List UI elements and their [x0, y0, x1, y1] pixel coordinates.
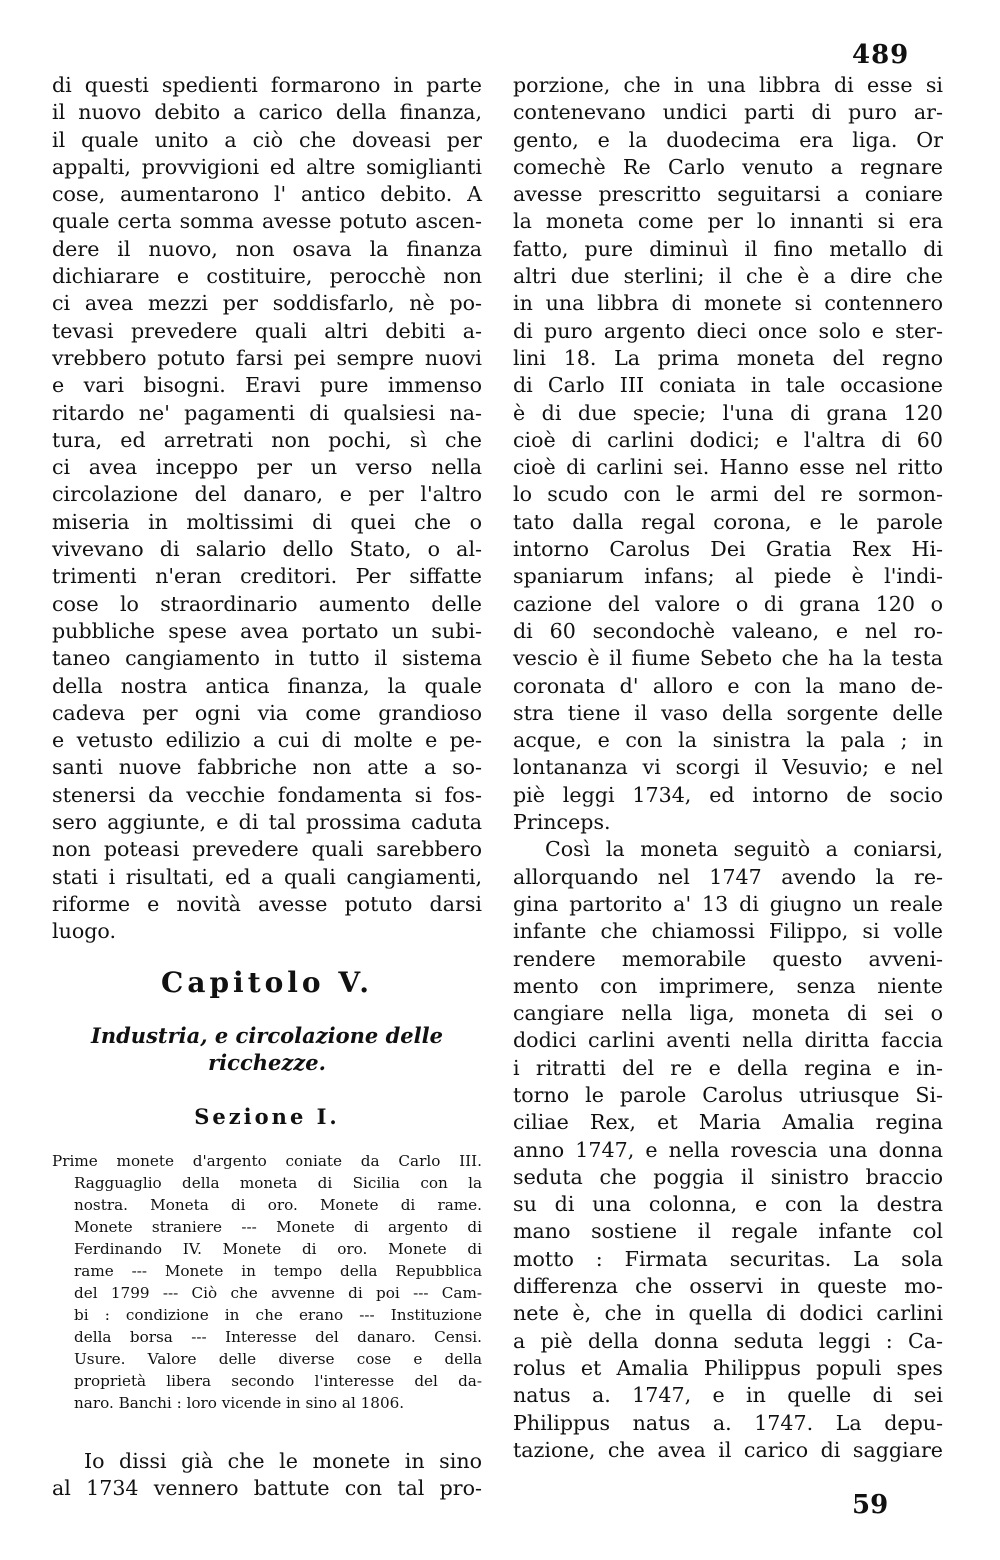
text-line: ci avea inceppo per un verso nella [52, 455, 482, 480]
text-line: motto : Firmata securitas. La sola [513, 1246, 943, 1271]
section-summary [52, 1150, 482, 1414]
section-title: Sezione I. [194, 1103, 340, 1129]
text-line: il nuovo debito a carico della finanza, [52, 100, 482, 125]
left-paragraph-top [52, 72, 482, 946]
summary-line: del 1799 --- Ciò che avvenne di poi --- Cam- [74, 1283, 482, 1302]
text-line: ciliae Rex, et Maria Amalia regina [513, 1110, 943, 1135]
text-line: ci avea mezzi per soddisfarlo, nè po- [52, 291, 482, 316]
text-line: avesse prescritto seguitarsi a coniare [513, 182, 943, 207]
text-line: di questi spedienti formarono in parte [52, 73, 482, 97]
left-column [52, 72, 482, 1502]
text-line: cazione del valore o di grana 120 o [513, 591, 943, 616]
text-line: a piè della donna seduta leggi : Ca- [513, 1328, 943, 1353]
text-line: stati i risultati, ed a quali cangiamenti, [52, 864, 482, 889]
text-line: i ritratti del re e della regina e in- [513, 1055, 943, 1080]
text-line: e vetusto edilizio a cui di molte e pe- [52, 728, 482, 753]
text-line: differenza che osservi in queste mo- [513, 1274, 943, 1299]
text-line: cose lo straordinario aumento delle [52, 591, 482, 616]
text-line: cioè di carlini dodici; e l'altra di 60 [513, 427, 943, 452]
text-line: è di due specie; l'una di grana 120 [513, 400, 943, 425]
text-line: porzione, che in una libbra di esse si [513, 73, 943, 97]
text-line: seduta che poggia il sinistro braccio [513, 1164, 943, 1189]
text-line: di 60 secondochè valeano, e nel ro- [513, 618, 943, 643]
text-line: ritardo ne' pagamenti di qualsiesi na- [52, 400, 482, 425]
text-line: non poteasi prevedere quali sarebbero [52, 837, 482, 862]
text-line: acque, e con la sinistra la pala ; in [513, 728, 943, 753]
text-line: cose, aumentarono l' antico debito. A [52, 182, 482, 207]
text-line: santi nuove fabbriche non atte a so- [52, 755, 482, 780]
text-line: altri due sterlini; il che è a dire che [513, 264, 943, 289]
page-number: 489 [852, 40, 910, 70]
summary-line: proprietà libera secondo l'interesse del da- [74, 1371, 482, 1390]
text-line: torno le parole Carolus utriusque Si- [513, 1082, 943, 1107]
text-line: coronata d' alloro e con la mano de- [513, 673, 943, 698]
text-line: cioè di carlini sei. Hanno esse nel ritto [513, 455, 943, 480]
text-line: quale certa somma avesse potuto ascen- [52, 209, 482, 234]
text-line: rolus et Amalia Philippus populi spes [513, 1355, 943, 1380]
chapter-title: Capitolo V. [161, 965, 373, 999]
text-line: rendere memorabile questo avveni- [513, 946, 943, 971]
summary-line: Ragguaglio della moneta di Sicilia con la [74, 1173, 482, 1192]
text-line: pubbliche spese avea portato un subi- [52, 618, 482, 643]
text-line: dichiarare e costituire, perocchè non [52, 264, 482, 289]
chapter-subtitle-line-1: Industria, e circolazione delle [91, 1022, 443, 1048]
text-line: tevasi prevedere quali altri debiti a- [52, 318, 482, 343]
text-line: e vari bisogni. Eravi pure immenso [52, 373, 482, 398]
text-line: piè leggi 1734, ed intorno de socio [513, 782, 943, 807]
summary-line: della borsa --- Interesse del danaro. Censi. [74, 1327, 482, 1346]
text-line: sero aggiunte, e di tal prossima caduta [52, 810, 482, 835]
text-line: taneo cangiamento in tutto il sistema [52, 646, 482, 671]
summary-line: Ferdinando IV. Monete di oro. Monete di [74, 1239, 482, 1258]
summary-line: naro. Banchi : loro vicende in sino al 1806. [74, 1393, 405, 1412]
text-line: miseria in moltissimi di quei che o [52, 509, 482, 534]
text-line: in una libbra di monete si contennero [513, 291, 943, 316]
text-line: gento, e la duodecima era liga. Or [513, 127, 943, 152]
text-line: dodici carlini aventi nella diritta faccia [513, 1028, 943, 1053]
text-line: il quale unito a ciò che doveasi per [52, 127, 482, 152]
text-line: mento con imprimere, senza niente [513, 973, 943, 998]
text-line: intorno Carolus Dei Gratia Rex Hi- [513, 537, 943, 562]
text-line: stenersi da vecchie fondamenta si fos- [52, 782, 482, 807]
text-line: fatto, pure diminuì il fino metallo di [513, 236, 943, 261]
text-line: mano sostiene il regale infante col [513, 1219, 943, 1244]
text-line: comechè Re Carlo venuto a regnare [513, 154, 943, 179]
text-line: Così la moneta seguitò a coniarsi, [545, 837, 943, 862]
text-line: dere il nuovo, non osava la finanza [52, 236, 482, 261]
text-line: nete è, che in quella di dodici carlini [513, 1301, 943, 1326]
text-line: cadeva per ogni via come grandioso [52, 700, 482, 725]
summary-line: rame --- Monete in tempo della Repubblica [74, 1261, 482, 1280]
chapter-subtitle-line-2: ricchezze. [208, 1049, 326, 1075]
left-paragraph-bottom [52, 1448, 482, 1503]
summary-line: bi : condizione in che erano --- Instituzione [74, 1305, 482, 1324]
text-line: tato dalla regal corona, e le parole [513, 509, 943, 534]
text-line: Io dissi già che le monete in sino [84, 1448, 482, 1473]
text-line: tazione, che avea il carico di saggiare [513, 1437, 943, 1462]
text-line: di Carlo III coniata in tale occasione [513, 373, 943, 398]
text-line: luogo. [52, 919, 117, 944]
summary-line: Prime monete d'argento coniate da Carlo III. [52, 1151, 482, 1170]
text-line: riforme e novità avesse potuto darsi [52, 891, 482, 916]
text-line: infante che chiamossi Filippo, si volle [513, 919, 943, 944]
text-line: natus a. 1747, e in quelle di sei [513, 1383, 943, 1408]
text-line: circolazione del danaro, e per l'altro [52, 482, 482, 507]
text-line: tura, ed arretrati non pochi, sì che [52, 427, 482, 452]
text-line: lini 18. La prima moneta del regno [513, 345, 943, 370]
text-line: vivevano di salario dello Stato, o al- [52, 537, 482, 562]
text-line: appalti, provvigioni ed altre somiglianti [52, 154, 482, 179]
chapter-subtitle [52, 1022, 482, 1076]
right-column [513, 72, 943, 1464]
text-line: al 1734 vennero battute con tal pro- [52, 1475, 482, 1500]
text-line: di puro argento dieci once solo e ster- [513, 318, 943, 343]
text-line: stra tiene il vaso della sorgente delle [513, 700, 943, 725]
signature-mark: 59 [852, 1490, 889, 1520]
text-line: lo scudo con le armi del re sormon- [513, 482, 943, 507]
text-line: cangiare nella liga, moneta di sei o [513, 1001, 943, 1026]
text-line: su di una colonna, e con la destra [513, 1192, 943, 1217]
text-line: della nostra antica finanza, la quale [52, 673, 482, 698]
text-line: lontananza vi scorgi il Vesuvio; e nel [513, 755, 943, 780]
text-line: contenevano undici parti di puro ar- [513, 100, 943, 125]
text-line: Philippus natus a. 1747. La depu- [513, 1410, 943, 1435]
summary-line: nostra. Moneta di oro. Monete di rame. [74, 1195, 482, 1214]
text-line: anno 1747, e nella rovescia una donna [513, 1137, 943, 1162]
summary-line: Usure. Valore delle diverse cose e della [74, 1349, 482, 1368]
text-line: trimenti n'eran creditori. Per siffatte [52, 564, 482, 589]
text-line: allorquando nel 1747 avendo la re- [513, 864, 943, 889]
text-line: la moneta come per lo innanti si era [513, 209, 943, 234]
text-line: spaniarum infans; al piede è l'indi- [513, 564, 943, 589]
text-line: vrebbero potuto farsi pei sempre nuovi [52, 345, 482, 370]
text-line: gina partorito a' 13 di giugno un reale [513, 891, 943, 916]
text-line: Princeps. [513, 810, 611, 835]
summary-line: Monete straniere --- Monete di argento di [74, 1217, 482, 1236]
text-line: vescio è il fiume Sebeto che ha la testa [513, 646, 943, 671]
